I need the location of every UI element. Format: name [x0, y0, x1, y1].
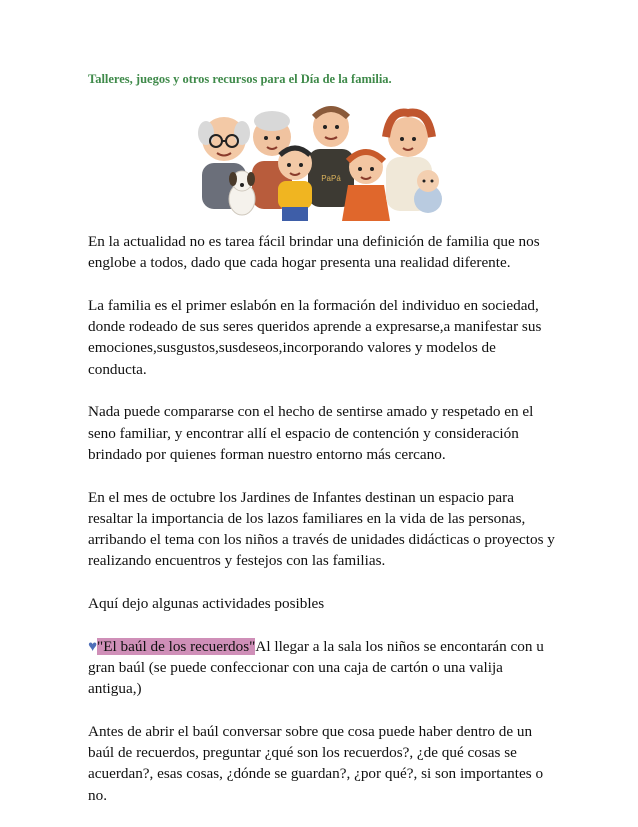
girl-figure — [342, 150, 390, 221]
activity-title-highlight: "El baúl de los recuerdos" — [97, 637, 256, 655]
activity-paragraph — [88, 636, 556, 700]
svg-text:PaPá: PaPá — [321, 174, 341, 183]
paragraph: Antes de abrir el baúl conversar sobre que cosa puede haber dentro de un baúl de recuerdos, preguntar ¿qué son los recuerdos?, ¿de qué cosas se acuerdan?, esas cosas, ¿dónde se guardan?, ¿por qué?, si son importantes o no. — [88, 722, 544, 804]
paragraph: Nada puede compararse con el hecho de sentirse amado y respetado en el seno familiar, y encontrar allí el espacio de contención y consideración brindado por quienes forman nuestro entorno más cercano. — [88, 403, 534, 463]
family-illustration — [190, 103, 450, 225]
heart-icon: ♥ — [88, 637, 98, 655]
paragraph: En el mes de octubre los Jardines de Infantes destinan un espacio para resaltar la importancia de los lazos familiares en la vida de las personas, arribando el tema con los niños a través de unidades didácticas o proyectos y realizando encuentros y festejos con las familias. — [88, 488, 555, 570]
paragraph: La familia es el primer eslabón en la formación del individuo en sociedad, donde rodeado de sus seres queridos aprende a expresarse,a manifestar sus emociones,susgustos,susdeseos,incorporando valores y modelos de conducta. — [88, 296, 542, 378]
paragraph: Aquí dejo algunas actividades posibles — [88, 595, 325, 613]
document-body — [88, 231, 556, 827]
boy-figure — [278, 146, 312, 221]
paragraph: En la actualidad no es tarea fácil brindar una definición de familia que nos englobe a todos, dado que cada hogar presenta una realidad diferente. — [88, 233, 540, 272]
activity-text: Al llegar a la sala los niños se encontarán con u gran baúl (se puede confeccionar con una caja de cartón o una valija antigua,) — [88, 637, 544, 698]
document-title: Talleres, juegos y otros recursos para el Día de la familia. — [88, 72, 392, 86]
baby-figure — [414, 170, 442, 213]
dog-figure — [229, 171, 255, 215]
